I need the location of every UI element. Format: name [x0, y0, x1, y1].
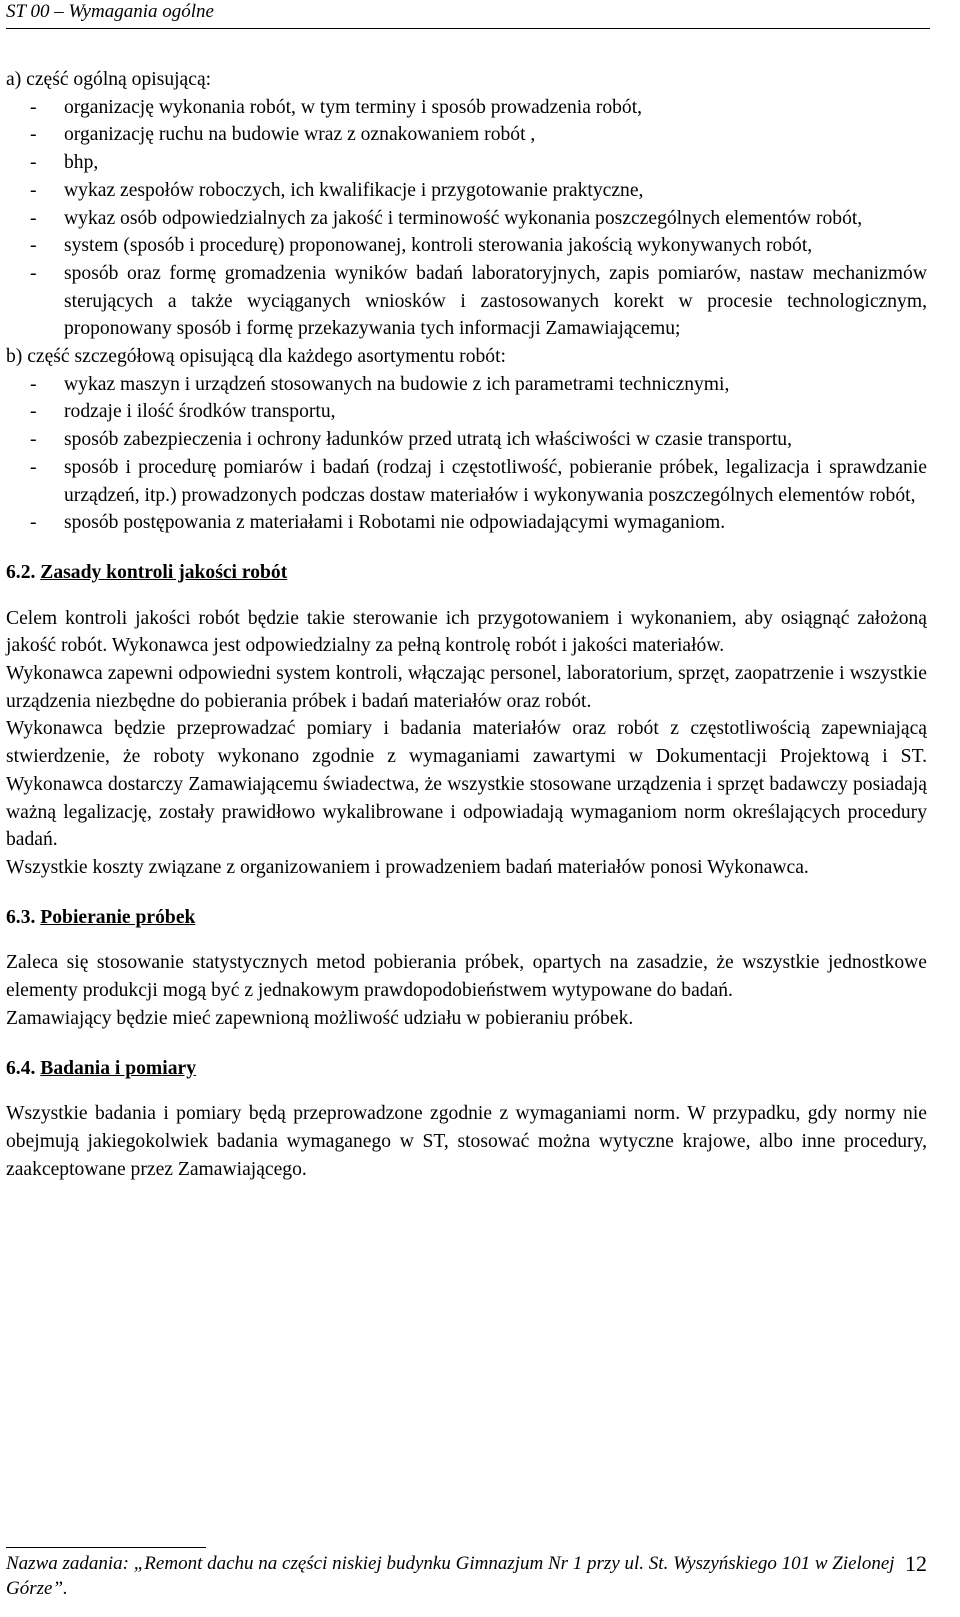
paragraph: Wszystkie badania i pomiary będą przeprowadzone zgodnie z wymaganiami norm. W przypadku, gdy normy nie obejmują jakiegokolwiek badania wymaganego w ST, stosować można wytyczne krajowe, albo inne procedury, zaakceptowane przez Zamawiającego.	[6, 1103, 927, 1180]
paragraph: Zaleca się stosowanie statystycznych metod pobierania próbek, opartych na zasadzie, że wszystkie jednostkowe elementy produkcji mogą być z jednakowym prawdopodobieństwem wytypowane do badań.	[6, 952, 927, 1002]
section-number: 6.3.	[6, 906, 36, 928]
list-item: - wykaz maszyn i urządzeń stosowanych na budowie z ich parametrami technicznymi,	[6, 371, 927, 399]
section-title: Pobieranie próbek	[40, 906, 196, 928]
list-item: - rodzaje i ilość środków transportu,	[6, 398, 927, 426]
paragraph: Zamawiający będzie mieć zapewnioną możliwość udziału w pobieraniu próbek.	[6, 1007, 634, 1029]
section-heading-6-4	[6, 1055, 927, 1083]
section-heading-6-2	[6, 559, 927, 587]
footer-divider	[6, 1547, 206, 1548]
list-item: - bhp,	[6, 149, 927, 177]
list-item: - sposób postępowania z materiałami i Robotami nie odpowiadającymi wymaganiom.	[6, 509, 927, 537]
list-item: - sposób zabezpieczenia i ochrony ładunków przed utratą ich właściwości w czasie transportu,	[6, 426, 927, 454]
part-a-list	[6, 94, 927, 343]
section-title: Zasady kontroli jakości robót	[40, 561, 288, 583]
page-header: ST 00 – Wymagania ogólne	[6, 1, 930, 29]
paragraph: Celem kontroli jakości robót będzie takie sterowanie ich przygotowaniem i wykonaniem, aby osiągnąć założoną jakość robót. Wykonawca jest odpowiedzialny za pełną kontrolę robót i jakości materiałów.	[6, 607, 927, 657]
document-body	[6, 66, 927, 1183]
section-heading-6-3	[6, 904, 927, 932]
list-item: - system (sposób i procedurę) proponowanej, kontroli sterowania jakością wykonywanych robót,	[6, 232, 927, 260]
paragraph: Wykonawca będzie przeprowadzać pomiary i badania materiałów oraz robót z częstotliwością zapewniającą stwierdzenie, że roboty wykonano zgodnie z wymaganiami zawartymi w Dokumentacji Projektową i ST. Wykonawca dostarczy Zamawiającemu świadectwa, że wszystkie stosowane urządzenia i sprzęt badawczy posiadają ważną legalizację, zostały prawidłowo wykalibrowane i odpowiadają wymaganiom norm określających procedury badań.	[6, 718, 927, 851]
paragraph: Wykonawca zapewni odpowiedni system kontroli, włączając personel, laboratorium, sprzęt, zaopatrzenie i wszystkie urządzenia niezbędne do pobierania próbek i badań materiałów oraz robót.	[6, 663, 927, 712]
part-b-list	[6, 371, 927, 537]
list-item: - wykaz zespołów roboczych, ich kwalifikacje i przygotowanie praktyczne,	[6, 177, 927, 205]
section-title: Badania i pomiary	[40, 1057, 196, 1079]
section-number: 6.4.	[6, 1057, 36, 1079]
list-item: - wykaz osób odpowiedzialnych za jakość i terminowość wykonania poszczególnych elementów robót,	[6, 205, 927, 233]
list-item: - sposób i procedurę pomiarów i badań (rodzaj i częstotliwość, pobieranie próbek, legalizacja i sprawdzanie urządzeń, itp.) prowadzonych podczas dostaw materiałów i wykonywania poszczególnych elementów robót,	[6, 454, 927, 509]
list-item: - organizację ruchu na budowie wraz z oznakowaniem robót ,	[6, 121, 927, 149]
page-footer: Nazwa zadania: „Remont dachu na części niskiej budynku Gimnazjum Nr 1 przy ul. St. Wyszyńskiego 101 w Zielonej Górze”.	[6, 1553, 895, 1599]
part-a-title: a) część ogólną opisującą:	[6, 69, 212, 90]
part-b-title: b) część szczegółową opisującą dla każdego asortymentu robót:	[6, 346, 506, 368]
page-number: 12	[905, 1551, 927, 1576]
list-item: - organizację wykonania robót, w tym terminy i sposób prowadzenia robót,	[6, 94, 927, 122]
section-number: 6.2.	[6, 561, 36, 583]
paragraph: Wszystkie koszty związane z organizowaniem i prowadzeniem badań materiałów ponosi Wykonawca.	[6, 856, 809, 878]
list-item: - sposób oraz formę gromadzenia wyników badań laboratoryjnych, zapis pomiarów, nastaw mechanizmów sterujących a także wyciąganych wniosków i zastosowanych korekt w procesie technologicznym, proponowany sposób i formę przekazywania tych informacji Zamawiającemu;	[6, 260, 927, 343]
